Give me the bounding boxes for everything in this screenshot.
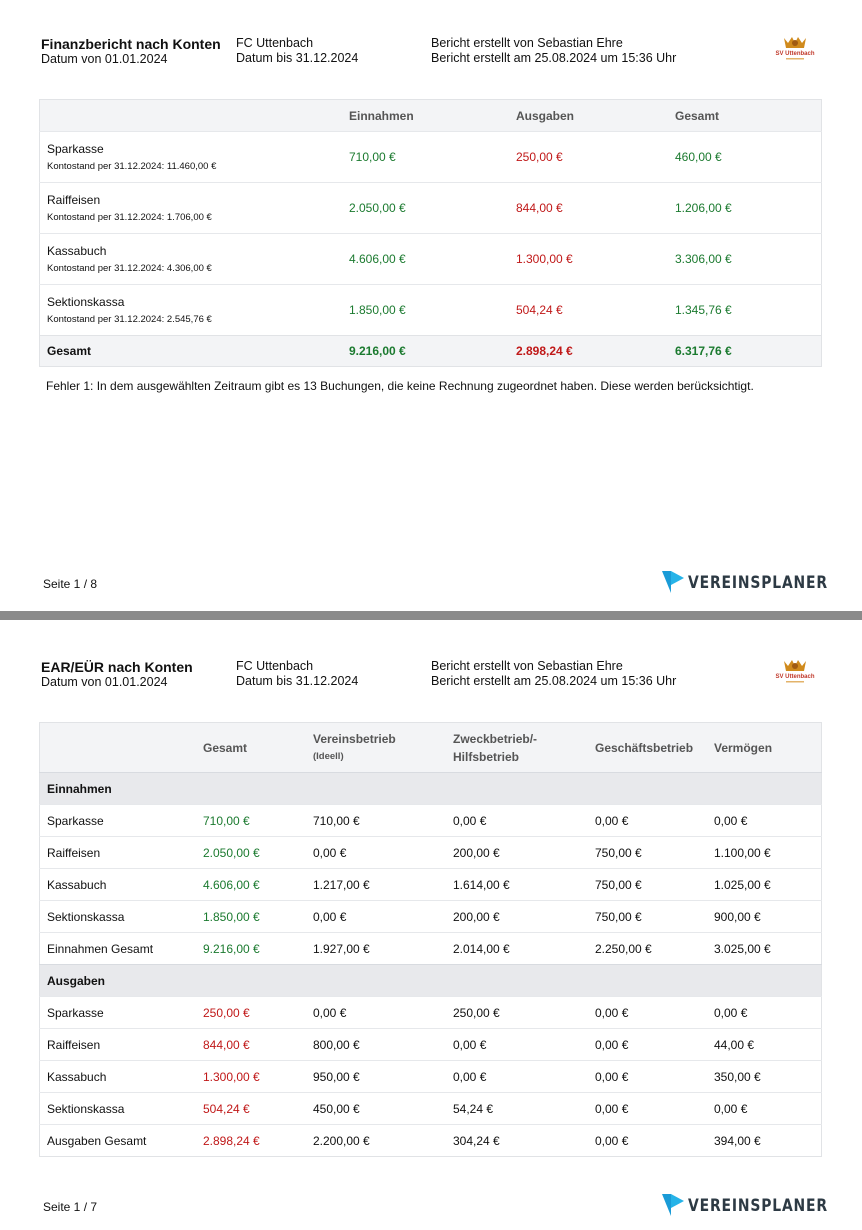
- vereinsplaner-mark-icon: [662, 571, 684, 593]
- table-row: [40, 901, 822, 933]
- account-name: Einnahmen Gesamt: [40, 933, 197, 965]
- account-name: Raiffeisen: [47, 193, 101, 207]
- vereinsbetrieb-label: Vereinsbetrieb: [313, 731, 396, 746]
- geschaeftsbetrieb-value: 0,00 €: [588, 997, 707, 1029]
- expense-value: 504,24 €: [509, 285, 668, 336]
- page-number: Seite 1 / 8: [43, 577, 98, 591]
- brand-logo: [662, 1194, 828, 1218]
- column-header-total: Gesamt: [196, 723, 306, 773]
- account-name: Sektionskassa: [40, 901, 197, 933]
- vereinsbetrieb-value: 710,00 €: [306, 805, 446, 837]
- column-header-geschaeftsbetrieb: Geschäftsbetrieb: [588, 723, 707, 773]
- section-header-expense: [40, 965, 822, 997]
- income-value: 4.606,00 €: [342, 234, 509, 285]
- zweckbetrieb-value: 200,00 €: [446, 901, 588, 933]
- brand-name: VEREINSPLANER: [688, 573, 828, 593]
- club-logo: [774, 34, 816, 64]
- account-name: Sparkasse: [40, 805, 197, 837]
- zweckbetrieb-value: 304,24 €: [446, 1125, 588, 1157]
- income-value: 2.050,00 €: [342, 183, 509, 234]
- report-header: [41, 36, 822, 70]
- expense-value: 844,00 €: [509, 183, 668, 234]
- zweckbetrieb-value: 1.614,00 €: [446, 869, 588, 901]
- ear-table: [39, 722, 822, 1157]
- total-value: 250,00 €: [196, 997, 306, 1029]
- vereinsbetrieb-value: 1.927,00 €: [306, 933, 446, 965]
- zweckbetrieb-value: 0,00 €: [446, 805, 588, 837]
- created-by: Bericht erstellt von Sebastian Ehre: [431, 36, 623, 50]
- zweckbetrieb-label: Zweckbetrieb/-: [453, 731, 538, 746]
- table-row: [40, 997, 822, 1029]
- table-row: [40, 1093, 822, 1125]
- report-title: Finanzbericht nach Konten: [41, 36, 221, 52]
- logo-text: SV Uttenbach: [775, 51, 815, 57]
- table-row: [40, 933, 822, 965]
- geschaeftsbetrieb-value: 0,00 €: [588, 1125, 707, 1157]
- account-name: Kassabuch: [40, 869, 197, 901]
- created-by: Bericht erstellt von Sebastian Ehre: [431, 659, 623, 673]
- expense-value: 250,00 €: [509, 132, 668, 183]
- table-row: [40, 837, 822, 869]
- created-at: Bericht erstellt am 25.08.2024 um 15:36 Uhr: [431, 51, 677, 65]
- totals-label: Gesamt: [40, 336, 343, 367]
- geschaeftsbetrieb-value: 0,00 €: [588, 1061, 707, 1093]
- table-header-row: [40, 723, 822, 773]
- table-row: [40, 805, 822, 837]
- vereinsbetrieb-sub: (Ideell): [313, 750, 344, 762]
- vermoegen-value: 900,00 €: [707, 901, 822, 933]
- income-value: 710,00 €: [342, 132, 509, 183]
- total-value: 1.345,76 €: [668, 285, 822, 336]
- brand-name: VEREINSPLANER: [688, 1196, 828, 1216]
- account-name: Sparkasse: [40, 997, 197, 1029]
- section-label: Ausgaben: [40, 965, 822, 997]
- club-name: FC Uttenbach: [236, 659, 314, 673]
- table-row: [40, 183, 822, 234]
- zweckbetrieb-value: 54,24 €: [446, 1093, 588, 1125]
- total-value: 710,00 €: [196, 805, 306, 837]
- account-balance: Kontostand per 31.12.2024: 1.706,00 €: [47, 212, 212, 223]
- vereinsbetrieb-value: 0,00 €: [306, 997, 446, 1029]
- table-row: [40, 869, 822, 901]
- table-header-row: [40, 100, 822, 132]
- error-note: Fehler 1: In dem ausgewählten Zeitraum gibt es 13 Buchungen, die keine Rechnung zugeordnet haben. Diese werden berücksichtigt.: [46, 379, 754, 393]
- column-header-vereinsbetrieb: [306, 723, 446, 773]
- column-header-vermoegen: Vermögen: [707, 723, 822, 773]
- total-value: 3.306,00 €: [668, 234, 822, 285]
- geschaeftsbetrieb-value: 2.250,00 €: [588, 933, 707, 965]
- account-name: Kassabuch: [40, 1061, 197, 1093]
- column-header-account: [40, 723, 197, 773]
- total-value: 1.850,00 €: [196, 901, 306, 933]
- total-value: 1.300,00 €: [196, 1061, 306, 1093]
- section-label: Einnahmen: [40, 773, 822, 805]
- account-name: Sparkasse: [47, 142, 104, 156]
- report-title: EAR/EÜR nach Konten: [41, 659, 193, 675]
- date-to: Datum bis 31.12.2024: [236, 674, 359, 688]
- created-at: Bericht erstellt am 25.08.2024 um 15:36 Uhr: [431, 674, 677, 688]
- total-value: 4.606,00 €: [196, 869, 306, 901]
- table-row: [40, 285, 822, 336]
- total-value: 2.050,00 €: [196, 837, 306, 869]
- page-separator: [0, 611, 862, 620]
- totals-total: 6.317,76 €: [668, 336, 822, 367]
- vermoegen-value: 44,00 €: [707, 1029, 822, 1061]
- account-name: Kassabuch: [47, 244, 107, 258]
- column-header-expense: Ausgaben: [509, 100, 668, 132]
- total-value: 2.898,24 €: [196, 1125, 306, 1157]
- vereinsbetrieb-value: 450,00 €: [306, 1093, 446, 1125]
- vereinsbetrieb-value: 1.217,00 €: [306, 869, 446, 901]
- date-to: Datum bis 31.12.2024: [236, 51, 359, 65]
- brand-logo: [662, 571, 828, 595]
- club-name: FC Uttenbach: [236, 36, 314, 50]
- geschaeftsbetrieb-value: 0,00 €: [588, 1029, 707, 1061]
- zweckbetrieb-value: 250,00 €: [446, 997, 588, 1029]
- vermoegen-value: 394,00 €: [707, 1125, 822, 1157]
- vermoegen-value: 0,00 €: [707, 805, 822, 837]
- zweckbetrieb-value: 200,00 €: [446, 837, 588, 869]
- account-name: Raiffeisen: [40, 1029, 197, 1061]
- table-row: [40, 234, 822, 285]
- geschaeftsbetrieb-value: 0,00 €: [588, 805, 707, 837]
- club-logo: [774, 657, 816, 687]
- vermoegen-value: 3.025,00 €: [707, 933, 822, 965]
- column-header-account: [40, 100, 343, 132]
- account-balance: Kontostand per 31.12.2024: 2.545,76 €: [47, 314, 212, 325]
- table-row: [40, 1125, 822, 1157]
- report-page-finance: [0, 0, 862, 611]
- report-page-ear: [0, 620, 862, 1230]
- finance-table: [39, 99, 822, 367]
- zweckbetrieb-value: 0,00 €: [446, 1029, 588, 1061]
- geschaeftsbetrieb-value: 750,00 €: [588, 869, 707, 901]
- account-name: Ausgaben Gesamt: [40, 1125, 197, 1157]
- totals-income: 9.216,00 €: [342, 336, 509, 367]
- logo-text: SV Uttenbach: [775, 674, 815, 680]
- vermoegen-value: 1.025,00 €: [707, 869, 822, 901]
- hilfsbetrieb-label: Hilfsbetrieb: [453, 749, 520, 764]
- column-header-income: Einnahmen: [342, 100, 509, 132]
- totals-expense: 2.898,24 €: [509, 336, 668, 367]
- date-from: Datum von 01.01.2024: [41, 675, 168, 689]
- account-balance: Kontostand per 31.12.2024: 4.306,00 €: [47, 263, 212, 274]
- vermoegen-value: 0,00 €: [707, 997, 822, 1029]
- account-name: Raiffeisen: [40, 837, 197, 869]
- date-from: Datum von 01.01.2024: [41, 52, 168, 66]
- report-header: [41, 659, 822, 693]
- total-value: 9.216,00 €: [196, 933, 306, 965]
- vereinsbetrieb-value: 2.200,00 €: [306, 1125, 446, 1157]
- total-value: 460,00 €: [668, 132, 822, 183]
- page-number: Seite 1 / 7: [43, 1200, 98, 1214]
- account-name: Sektionskassa: [40, 1093, 197, 1125]
- table-row: [40, 1061, 822, 1093]
- vereinsbetrieb-value: 0,00 €: [306, 837, 446, 869]
- vereinsbetrieb-value: 950,00 €: [306, 1061, 446, 1093]
- geschaeftsbetrieb-value: 0,00 €: [588, 1093, 707, 1125]
- column-header-total: Gesamt: [668, 100, 822, 132]
- expense-value: 1.300,00 €: [509, 234, 668, 285]
- vereinsbetrieb-value: 800,00 €: [306, 1029, 446, 1061]
- total-value: 1.206,00 €: [668, 183, 822, 234]
- total-value: 504,24 €: [196, 1093, 306, 1125]
- account-balance: Kontostand per 31.12.2024: 11.460,00 €: [47, 161, 217, 172]
- vermoegen-value: 0,00 €: [707, 1093, 822, 1125]
- totals-row: [40, 336, 822, 367]
- zweckbetrieb-value: 2.014,00 €: [446, 933, 588, 965]
- vereinsplaner-mark-icon: [662, 1194, 684, 1216]
- section-header-income: [40, 773, 822, 805]
- geschaeftsbetrieb-value: 750,00 €: [588, 901, 707, 933]
- total-value: 844,00 €: [196, 1029, 306, 1061]
- vereinsbetrieb-value: 0,00 €: [306, 901, 446, 933]
- column-header-zweckbetrieb: [446, 723, 588, 773]
- account-name: Sektionskassa: [47, 295, 125, 309]
- table-row: [40, 132, 822, 183]
- table-row: [40, 1029, 822, 1061]
- vermoegen-value: 350,00 €: [707, 1061, 822, 1093]
- vermoegen-value: 1.100,00 €: [707, 837, 822, 869]
- geschaeftsbetrieb-value: 750,00 €: [588, 837, 707, 869]
- zweckbetrieb-value: 0,00 €: [446, 1061, 588, 1093]
- income-value: 1.850,00 €: [342, 285, 509, 336]
